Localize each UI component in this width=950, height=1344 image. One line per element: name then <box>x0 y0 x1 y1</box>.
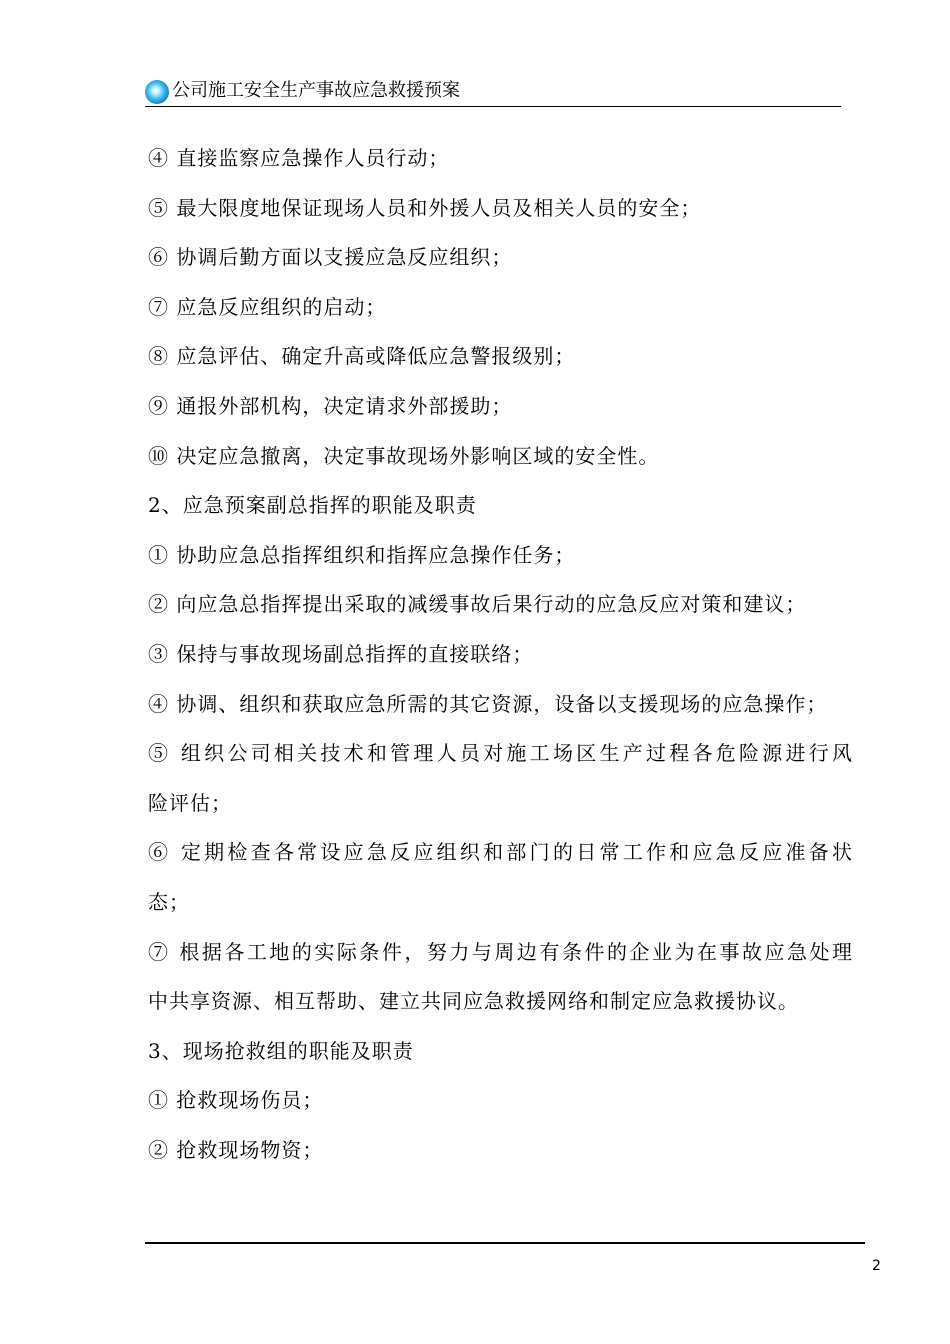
list-item: ⑤ 组织公司相关技术和管理人员对施工场区生产过程各危险源进行风 <box>148 741 852 766</box>
page-number: 2 <box>872 1258 881 1274</box>
list-item: ⑧ 应急评估、确定升高或降低应急警报级别； <box>148 344 576 369</box>
list-item: ⑤ 最大限度地保证现场人员和外援人员及相关人员的安全； <box>148 195 702 220</box>
page-header <box>145 76 841 108</box>
header-title: 公司施工安全生产事故应急救援预案 <box>172 80 460 101</box>
section-heading: 3、现场抢救组的职能及职责 <box>148 1038 414 1063</box>
header-divider <box>145 106 841 107</box>
list-item-continuation: 中共享资源、相互帮助、建立共同应急救援网络和制定应急救援协议。 <box>148 989 799 1014</box>
list-item-continuation: 态； <box>148 889 190 914</box>
list-item: ⑨ 通报外部机构，决定请求外部援助； <box>148 393 513 418</box>
list-item: ③ 保持与事故现场副总指挥的直接联络； <box>148 641 534 666</box>
blue-globe-icon <box>145 80 169 104</box>
list-item: ④ 直接监察应急操作人员行动； <box>148 146 450 170</box>
list-item: ① 协助应急总指挥组织和指挥应急操作任务； <box>148 542 576 567</box>
section-heading: 2、应急预案副总指挥的职能及职责 <box>148 493 477 518</box>
list-item: ② 抢救现场物资； <box>148 1137 324 1162</box>
footer-divider <box>145 1242 865 1244</box>
list-item: ⑦ 根据各工地的实际条件，努力与周边有条件的企业为在事故应急处理 <box>148 939 852 964</box>
list-item: ⑩ 决定应急撤离，决定事故现场外影响区域的安全性。 <box>148 443 660 468</box>
list-item: ① 抢救现场伤员； <box>148 1088 324 1113</box>
list-item-continuation: 险评估； <box>148 790 232 815</box>
list-item: ⑦ 应急反应组织的启动； <box>148 294 387 319</box>
list-item: ② 向应急总指挥提出采取的减缓事故后果行动的应急反应对策和建议； <box>148 592 807 617</box>
list-item: ⑥ 协调后勤方面以支援应急反应组织； <box>148 245 513 270</box>
document-body <box>148 137 852 1178</box>
list-item: ⑥ 定期检查各常设应急反应组织和部门的日常工作和应急反应准备状 <box>148 840 852 865</box>
list-item: ④ 协调、组织和获取应急所需的其它资源，设备以支援现场的应急操作； <box>148 691 828 716</box>
